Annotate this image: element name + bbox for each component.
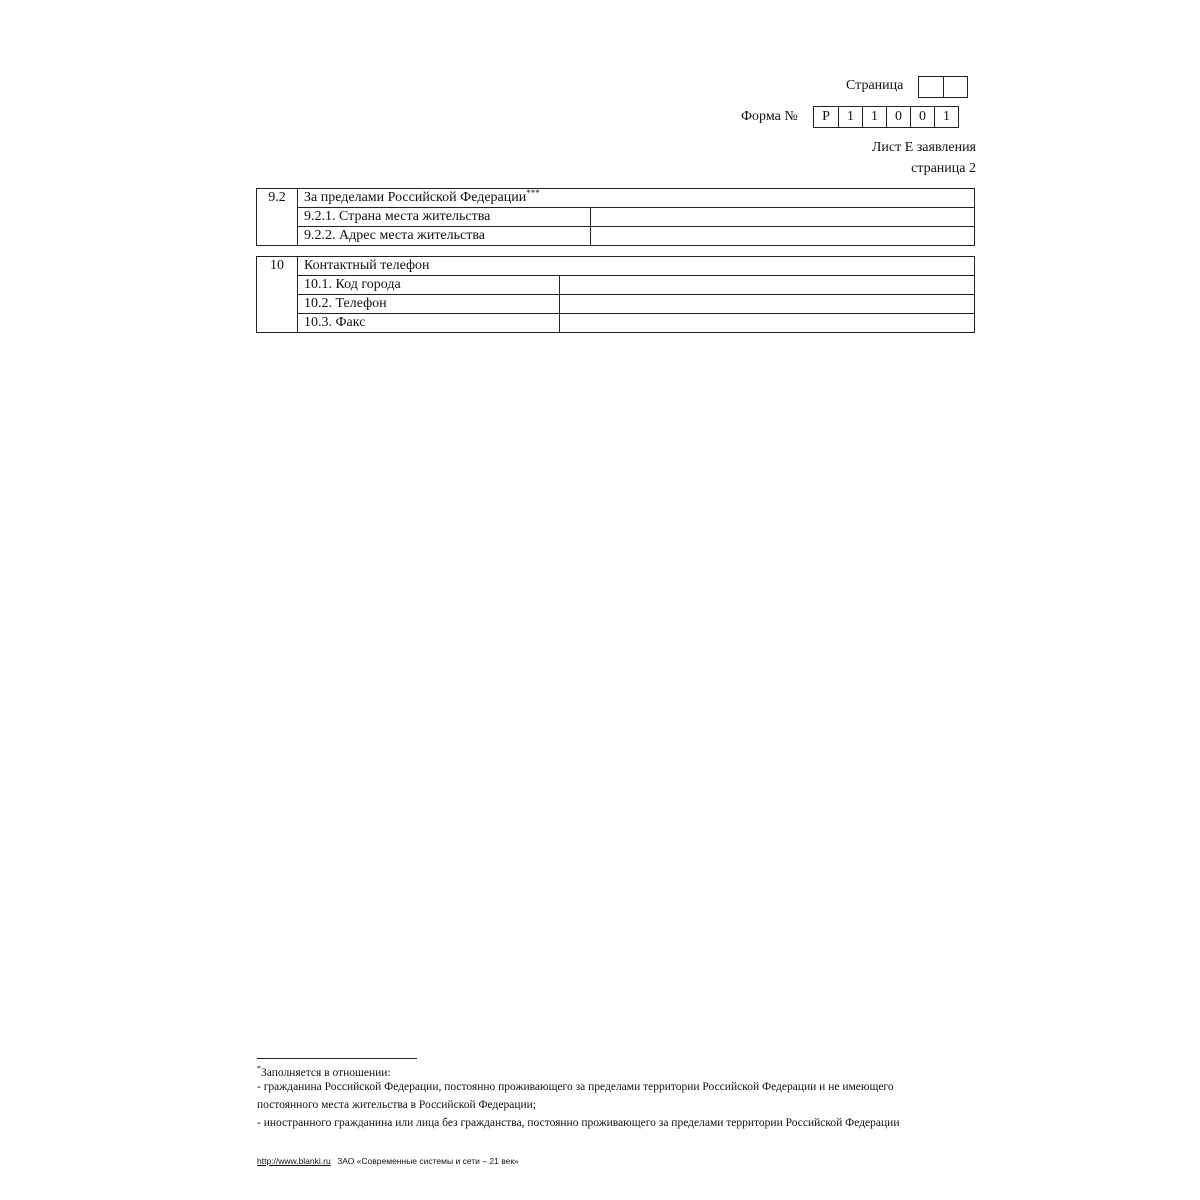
section-title: Контактный телефон: [298, 257, 975, 276]
footnote-intro-text: Заполняется в отношении:: [261, 1066, 391, 1079]
form-number-box: 1: [934, 107, 958, 127]
field-label: 10.3. Факс: [298, 314, 560, 333]
section-9-2-table: [256, 188, 975, 246]
page-number-box[interactable]: [943, 77, 967, 97]
form-number-box: 0: [910, 107, 934, 127]
sheet-page: страница 2: [911, 161, 976, 176]
section-title-text: За пределами Российской Федерации: [304, 190, 527, 205]
form-number-box: 1: [838, 107, 862, 127]
form-label: Форма №: [741, 109, 798, 124]
city-code-field[interactable]: [560, 276, 975, 295]
page-number-box[interactable]: [919, 77, 943, 97]
footnote-mark: *: [257, 1064, 261, 1073]
field-label: 9.2.2. Адрес места жительства: [298, 227, 591, 246]
page-label: Страница: [846, 78, 904, 93]
sheet-title: Лист Е заявления: [871, 140, 976, 155]
footer-link[interactable]: http://www.blanki.ru: [257, 1156, 331, 1166]
field-label: 9.2.1. Страна места жительства: [298, 208, 591, 227]
page-number-boxes: [918, 76, 968, 98]
footnote-line: - гражданина Российской Федерации, постоянно проживающего за пределами территории Российской Федерации и не имеющего: [257, 1081, 894, 1093]
footnote-rule: [257, 1058, 417, 1059]
page-footer: [257, 1156, 519, 1166]
form-number-box: 0: [886, 107, 910, 127]
residence-address-field[interactable]: [591, 227, 975, 246]
footnote-mark: ***: [526, 188, 540, 198]
section-10-table: [256, 256, 975, 333]
field-label: 10.2. Телефон: [298, 295, 560, 314]
section-number: 9.2: [257, 189, 298, 246]
form-number-box: 1: [862, 107, 886, 127]
footnote-line: постоянного места жительства в Российской Федерации;: [257, 1099, 536, 1111]
footer-text: ЗАО «Современные системы и сети – 21 век»: [337, 1156, 519, 1166]
phone-field[interactable]: [560, 295, 975, 314]
fax-field[interactable]: [560, 314, 975, 333]
footnote-line: - иностранного гражданина или лица без гражданства, постоянно проживающего за пределами территории Российской Федерации: [257, 1117, 900, 1129]
section-number: 10: [257, 257, 298, 333]
field-label: 10.1. Код города: [298, 276, 560, 295]
form-number-box: Р: [822, 109, 830, 124]
form-number-boxes: [813, 106, 959, 128]
residence-country-field[interactable]: [591, 208, 975, 227]
section-title: [298, 189, 975, 208]
